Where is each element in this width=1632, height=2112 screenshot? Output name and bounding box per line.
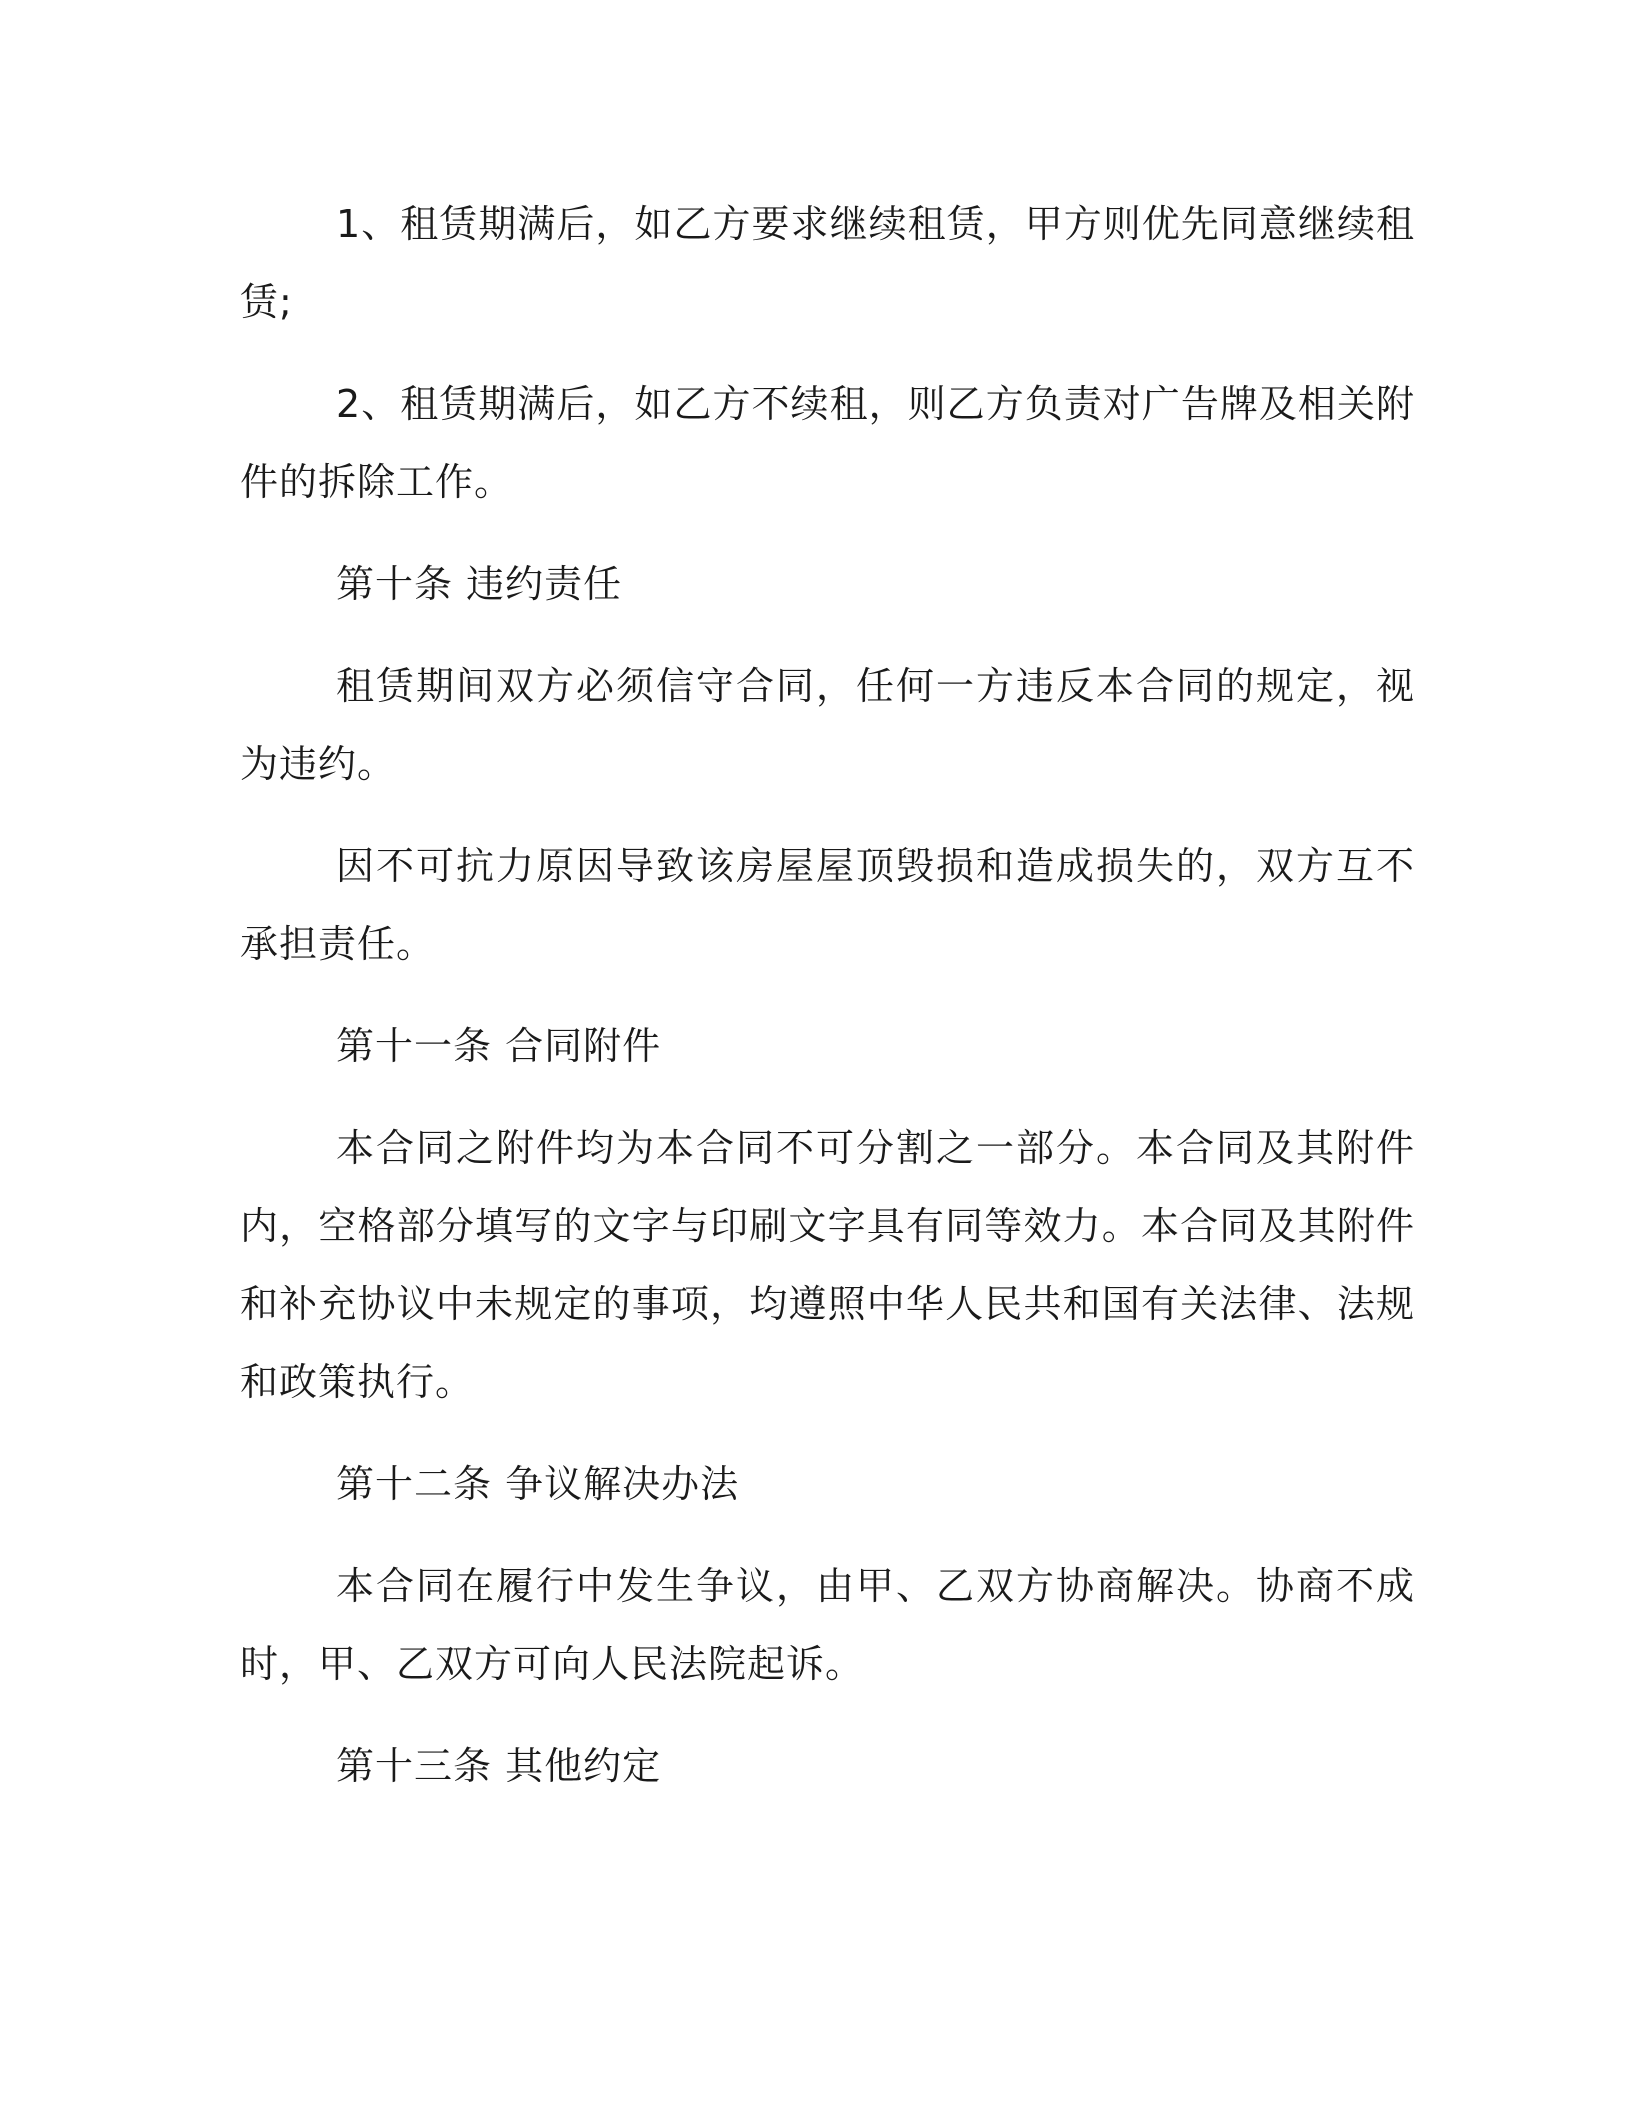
article-13-heading: 第十三条 其他约定 (336, 1744, 662, 1788)
article-12-paragraph: 本合同在履行中发生争议，由甲、乙双方协商解决。协商不成时，甲、乙双方可向人民法院起诉。 (240, 1564, 1415, 1686)
article-10-paragraph-1: 租赁期间双方必须信守合同，任何一方违反本合同的规定，视为违约。 (240, 664, 1415, 786)
article-10-paragraph-2: 因不可抗力原因导致该房屋屋顶毁损和造成损失的，双方互不承担责任。 (240, 844, 1415, 966)
article-10-heading: 第十条 违约责任 (336, 562, 623, 606)
article-11-heading: 第十一条 合同附件 (336, 1024, 662, 1068)
article-11-paragraph: 本合同之附件均为本合同不可分割之一部分。本合同及其附件内，空格部分填写的文字与印刷文字具有同等效力。本合同及其附件和补充协议中未规定的事项，均遵照中华人民共和国有关法律、法规和政策执行。 (240, 1126, 1415, 1404)
renewal-clause-2: 2、租赁期满后，如乙方不续租，则乙方负责对广告牌及相关附件的拆除工作。 (240, 382, 1415, 504)
renewal-clause-1: 1、租赁期满后，如乙方要求继续租赁，甲方则优先同意继续租赁; (240, 202, 1415, 324)
article-12-heading: 第十二条 争议解决办法 (336, 1462, 740, 1506)
document-body (240, 185, 1415, 1829)
